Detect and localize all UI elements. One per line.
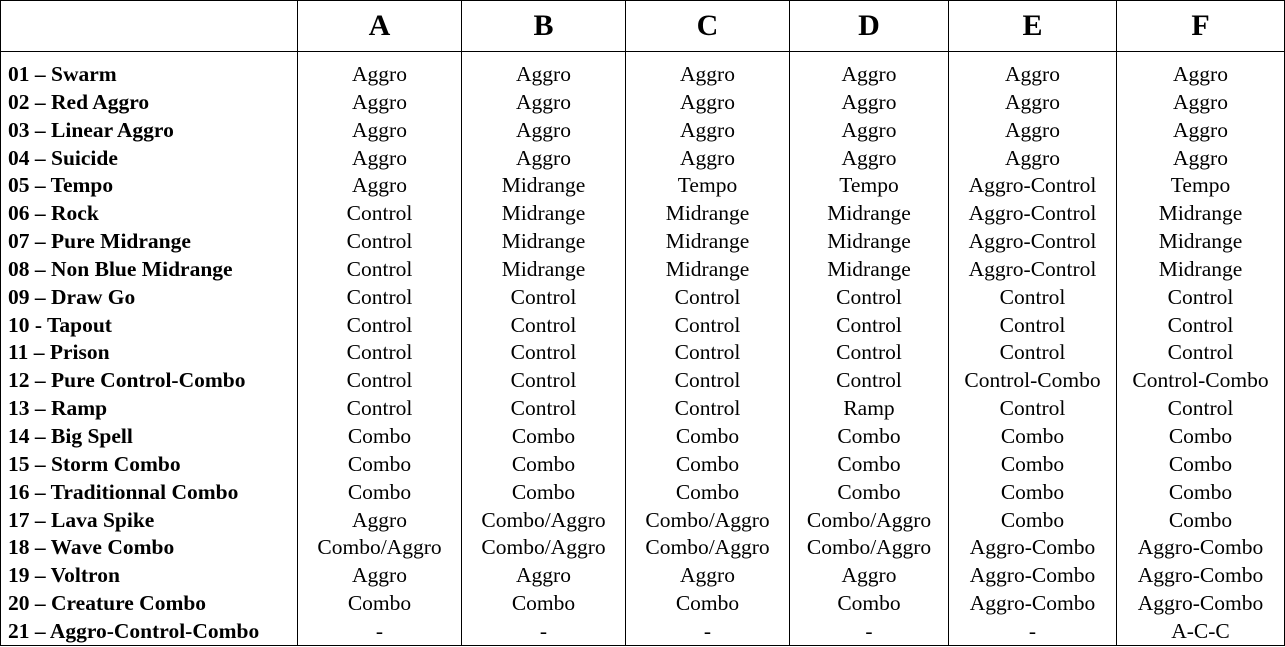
table-cell: Tempo — [626, 171, 790, 199]
row-label: 14 – Big Spell — [1, 422, 298, 450]
row-label: 02 – Red Aggro — [1, 88, 298, 116]
table-cell: Combo/Aggro — [298, 533, 462, 561]
column-header-b: B — [462, 1, 626, 52]
table-cell: Midrange — [462, 171, 626, 199]
table-row — [1, 171, 1285, 199]
table-cell: Aggro — [790, 88, 949, 116]
table-cell: Combo — [949, 478, 1117, 506]
table-cell: Aggro — [949, 144, 1117, 172]
table-cell: Combo — [298, 450, 462, 478]
table-cell: Control — [298, 199, 462, 227]
row-label: 20 – Creature Combo — [1, 589, 298, 617]
table-cell: Combo — [1117, 450, 1285, 478]
table-cell: Combo — [949, 422, 1117, 450]
table-cell: Aggro — [462, 561, 626, 589]
table-cell: Combo/Aggro — [462, 533, 626, 561]
table-cell: Aggro — [626, 116, 790, 144]
table-cell: Aggro — [790, 144, 949, 172]
table-cell: Control — [298, 283, 462, 311]
table-cell: Aggro — [298, 52, 462, 88]
table-cell: Tempo — [1117, 171, 1285, 199]
table-cell: - — [298, 617, 462, 646]
table-cell: Control — [462, 394, 626, 422]
row-label: 11 – Prison — [1, 339, 298, 367]
table-row — [1, 311, 1285, 339]
table-cell: - — [462, 617, 626, 646]
row-label: 08 – Non Blue Midrange — [1, 255, 298, 283]
table-cell: Tempo — [790, 171, 949, 199]
table-cell: Combo — [298, 478, 462, 506]
table-cell: Midrange — [790, 227, 949, 255]
table-cell: Aggro — [790, 116, 949, 144]
table-cell: Aggro — [298, 171, 462, 199]
table-cell: Midrange — [1117, 227, 1285, 255]
table-cell: Combo — [462, 478, 626, 506]
row-label: 07 – Pure Midrange — [1, 227, 298, 255]
table-cell: Combo — [298, 589, 462, 617]
row-label: 04 – Suicide — [1, 144, 298, 172]
table-cell: Combo — [462, 422, 626, 450]
table-cell: Combo/Aggro — [462, 506, 626, 534]
table-cell: Aggro — [298, 116, 462, 144]
row-label: 19 – Voltron — [1, 561, 298, 589]
column-header-e: E — [949, 1, 1117, 52]
table-cell: Control — [626, 283, 790, 311]
table-cell: Control-Combo — [1117, 366, 1285, 394]
table-cell: Control — [626, 339, 790, 367]
table-cell: Combo — [626, 450, 790, 478]
table-cell: Control — [949, 283, 1117, 311]
table-cell: Combo — [626, 589, 790, 617]
table-cell: Aggro — [626, 144, 790, 172]
header-row — [1, 1, 1285, 52]
table-cell: Control — [790, 339, 949, 367]
table-cell: Aggro-Control — [949, 171, 1117, 199]
table-row — [1, 366, 1285, 394]
table-cell: Aggro — [949, 116, 1117, 144]
row-label: 03 – Linear Aggro — [1, 116, 298, 144]
row-label: 10 - Tapout — [1, 311, 298, 339]
table-cell: Aggro — [949, 52, 1117, 88]
table-cell: Aggro — [1117, 88, 1285, 116]
column-header-c: C — [626, 1, 790, 52]
table-cell: Aggro — [626, 561, 790, 589]
table-cell: Control — [1117, 283, 1285, 311]
table-cell: Combo — [626, 422, 790, 450]
table-row — [1, 255, 1285, 283]
table-cell: Midrange — [626, 227, 790, 255]
table-row — [1, 422, 1285, 450]
row-label: 13 – Ramp — [1, 394, 298, 422]
table-cell: Aggro-Control — [949, 199, 1117, 227]
table-cell: Combo — [790, 450, 949, 478]
table-cell: Combo — [790, 589, 949, 617]
table-cell: Control — [298, 311, 462, 339]
table-row — [1, 617, 1285, 646]
table-cell: Aggro-Control — [949, 255, 1117, 283]
table-cell: Combo — [949, 506, 1117, 534]
table-cell: Control — [298, 339, 462, 367]
table-cell: Aggro-Combo — [949, 561, 1117, 589]
table-cell: - — [790, 617, 949, 646]
table-body — [1, 52, 1285, 646]
table-cell: Control — [298, 366, 462, 394]
table-cell: Aggro — [298, 561, 462, 589]
table-row — [1, 199, 1285, 227]
table-cell: Aggro — [298, 144, 462, 172]
row-label: 09 – Draw Go — [1, 283, 298, 311]
table-cell: Ramp — [790, 394, 949, 422]
table-cell: Control — [626, 394, 790, 422]
table-row — [1, 450, 1285, 478]
table-cell: Aggro — [1117, 144, 1285, 172]
table-cell: Midrange — [626, 255, 790, 283]
table-cell: Aggro — [790, 52, 949, 88]
table-row — [1, 506, 1285, 534]
table-cell: Control — [790, 366, 949, 394]
table-cell: Control — [1117, 394, 1285, 422]
row-label: 18 – Wave Combo — [1, 533, 298, 561]
table-cell: Aggro — [462, 52, 626, 88]
table-cell: Control — [949, 311, 1117, 339]
table-cell: Control-Combo — [949, 366, 1117, 394]
table-row — [1, 561, 1285, 589]
table-cell: Control — [949, 339, 1117, 367]
column-header-f: F — [1117, 1, 1285, 52]
table-cell: Aggro-Combo — [1117, 589, 1285, 617]
table-cell: Aggro — [790, 561, 949, 589]
table-cell: - — [949, 617, 1117, 646]
table-cell: Combo — [1117, 478, 1285, 506]
table-row — [1, 478, 1285, 506]
header-corner-cell — [1, 1, 298, 52]
table-cell: Aggro — [298, 88, 462, 116]
table-cell: Combo — [462, 450, 626, 478]
table-cell: Control — [462, 339, 626, 367]
table-cell: Control — [949, 394, 1117, 422]
table-cell: Aggro — [462, 144, 626, 172]
table-cell: - — [626, 617, 790, 646]
column-header-d: D — [790, 1, 949, 52]
table-cell: Aggro — [949, 88, 1117, 116]
table-cell: Aggro-Control — [949, 227, 1117, 255]
table-cell: Control — [790, 283, 949, 311]
table-cell: Combo — [626, 478, 790, 506]
table-cell: Aggro — [1117, 52, 1285, 88]
row-label: 06 – Rock — [1, 199, 298, 227]
table-cell: Aggro-Combo — [949, 589, 1117, 617]
table-cell: Combo/Aggro — [626, 506, 790, 534]
table-cell: Combo/Aggro — [626, 533, 790, 561]
table-cell: Midrange — [1117, 199, 1285, 227]
table-cell: Combo — [462, 589, 626, 617]
table-cell: Midrange — [462, 255, 626, 283]
row-label: 05 – Tempo — [1, 171, 298, 199]
table-cell: Control — [462, 311, 626, 339]
table-cell: Aggro — [626, 88, 790, 116]
row-label: 17 – Lava Spike — [1, 506, 298, 534]
table-row — [1, 533, 1285, 561]
table-cell: Combo — [790, 422, 949, 450]
table-row — [1, 88, 1285, 116]
table-row — [1, 227, 1285, 255]
table-cell: Combo/Aggro — [790, 506, 949, 534]
table-cell: Aggro — [462, 116, 626, 144]
row-label: 01 – Swarm — [1, 52, 298, 88]
table-row — [1, 144, 1285, 172]
table-cell: Control — [790, 311, 949, 339]
table-cell: Combo — [1117, 422, 1285, 450]
table-row — [1, 116, 1285, 144]
table-cell: Control — [1117, 311, 1285, 339]
table-cell: Aggro-Combo — [949, 533, 1117, 561]
table-cell: Midrange — [626, 199, 790, 227]
row-label: 15 – Storm Combo — [1, 450, 298, 478]
table-cell: Aggro — [1117, 116, 1285, 144]
table-cell: Combo/Aggro — [790, 533, 949, 561]
table-cell: Aggro — [462, 88, 626, 116]
table-cell: Aggro — [298, 506, 462, 534]
table-cell: Control — [298, 255, 462, 283]
table-row — [1, 339, 1285, 367]
table-cell: Control — [462, 283, 626, 311]
table-cell: Aggro-Combo — [1117, 561, 1285, 589]
table-cell: Control — [1117, 339, 1285, 367]
table-cell: A-C-C — [1117, 617, 1285, 646]
table-cell: Control — [462, 366, 626, 394]
table-row — [1, 283, 1285, 311]
table-cell: Midrange — [790, 199, 949, 227]
table-cell: Combo — [790, 478, 949, 506]
row-label: 16 – Traditionnal Combo — [1, 478, 298, 506]
table-cell: Control — [298, 227, 462, 255]
table-cell: Combo — [1117, 506, 1285, 534]
table-cell: Aggro — [626, 52, 790, 88]
table-cell: Combo — [298, 422, 462, 450]
table-cell: Midrange — [1117, 255, 1285, 283]
table-cell: Midrange — [790, 255, 949, 283]
table-cell: Midrange — [462, 199, 626, 227]
table-cell: Control — [626, 311, 790, 339]
table-row — [1, 394, 1285, 422]
table-cell: Control — [626, 366, 790, 394]
table-cell: Control — [298, 394, 462, 422]
table-row — [1, 589, 1285, 617]
table-cell: Aggro-Combo — [1117, 533, 1285, 561]
row-label: 21 – Aggro-Control-Combo — [1, 617, 298, 646]
row-label: 12 – Pure Control-Combo — [1, 366, 298, 394]
table-row — [1, 52, 1285, 88]
column-header-a: A — [298, 1, 462, 52]
table-cell: Combo — [949, 450, 1117, 478]
table-cell: Midrange — [462, 227, 626, 255]
